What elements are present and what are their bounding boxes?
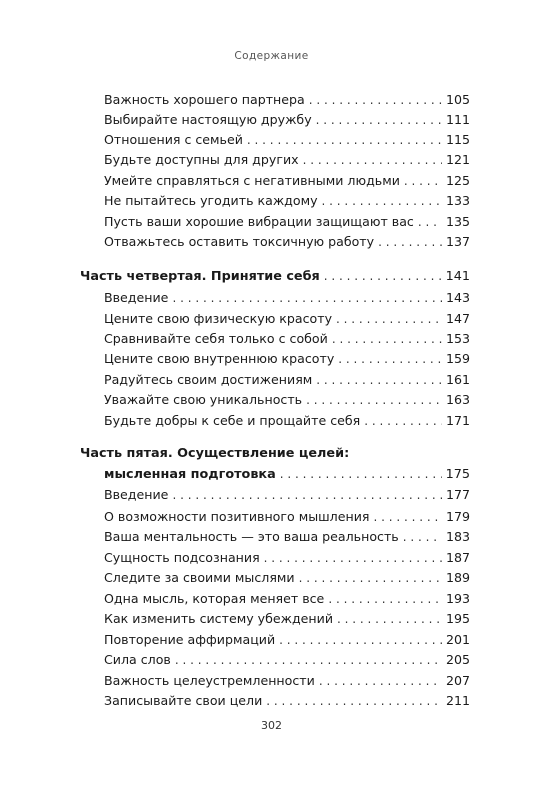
toc-entry-title: Будьте доступны для других — [104, 152, 299, 167]
dot-leader — [280, 464, 442, 484]
toc-part-heading[interactable] — [80, 444, 470, 464]
toc-entry[interactable] — [104, 691, 470, 711]
page-number: 302 — [261, 719, 282, 732]
toc-entry-page: 137 — [445, 234, 470, 249]
dot-leader — [364, 411, 442, 431]
toc-entry[interactable] — [104, 90, 470, 110]
dot-leader — [316, 370, 442, 390]
toc-entry-title: Записывайте свои цели — [104, 693, 263, 708]
toc-entry-page: 171 — [445, 413, 470, 428]
toc-entry-title: Как изменить систему убеждений — [104, 611, 334, 626]
dot-leader — [247, 130, 442, 150]
toc-part-title: Часть пятая. Осуществление целей: — [80, 446, 350, 461]
toc-entry-page: 153 — [445, 331, 470, 346]
toc-entry-page: 163 — [445, 392, 470, 407]
dot-leader — [373, 507, 441, 527]
toc-entry-title: Важность хорошего партнера — [104, 92, 305, 107]
toc-entry-title: Радуйтесь своим достижениям — [104, 372, 313, 387]
dot-leader — [299, 568, 442, 588]
toc-entry-page: 187 — [445, 550, 470, 565]
dot-leader — [319, 671, 442, 691]
toc-entry[interactable] — [104, 507, 470, 527]
toc-entry[interactable] — [104, 370, 470, 390]
toc-part-heading[interactable] — [80, 266, 470, 286]
dot-leader — [418, 212, 442, 232]
toc-entry[interactable] — [104, 150, 470, 170]
toc-entry[interactable] — [104, 329, 470, 349]
toc-entry-page: 207 — [445, 673, 470, 688]
dot-leader — [404, 171, 442, 191]
toc-entry[interactable] — [104, 609, 470, 629]
toc-entry[interactable] — [104, 309, 470, 329]
dot-leader — [378, 232, 442, 252]
toc-entry[interactable] — [104, 110, 470, 130]
toc-entry-page: 193 — [445, 591, 470, 606]
toc-part-page: 141 — [445, 269, 470, 284]
toc-entry-page: 177 — [445, 487, 470, 502]
dot-leader — [336, 309, 442, 329]
toc-entry-page: 147 — [445, 311, 470, 326]
toc-entry[interactable] — [104, 630, 470, 650]
toc-entry[interactable] — [104, 671, 470, 691]
toc-entry[interactable] — [104, 411, 470, 431]
toc-entry-page: 115 — [445, 132, 470, 147]
toc-entry[interactable] — [104, 212, 470, 232]
toc-entry-title: О возможности позитивного мышления — [104, 509, 370, 524]
toc-entry-title: Следите за своими мыслями — [104, 570, 295, 585]
dot-leader — [309, 90, 442, 110]
dot-leader — [175, 650, 442, 670]
dot-leader — [322, 191, 442, 211]
toc-entry-title: Цените свою внутреннюю красоту — [104, 351, 335, 366]
dot-leader — [332, 329, 442, 349]
toc-part-title-line2: мысленная подготовка — [104, 467, 276, 482]
toc-entry-title: Ваша ментальность — это ваша реальность — [104, 529, 399, 544]
toc-entry-page: 125 — [445, 173, 470, 188]
dot-leader — [338, 349, 442, 369]
toc-entry[interactable] — [104, 171, 470, 191]
toc-entry[interactable] — [104, 191, 470, 211]
toc-entry-title: Сравнивайте себя только с собой — [104, 331, 328, 346]
toc-part-heading-continued[interactable] — [104, 464, 470, 484]
toc-part-title: Часть четвертая. Принятие себя — [80, 269, 320, 284]
running-head: Содержание — [234, 50, 309, 62]
toc-entry-page: 211 — [445, 693, 470, 708]
toc-entry-page: 205 — [445, 652, 470, 667]
toc-entry[interactable] — [104, 589, 470, 609]
dot-leader — [306, 390, 442, 410]
toc-entry-title: Введение — [104, 290, 169, 305]
toc-entry-title: Сила слов — [104, 652, 171, 667]
toc-entry-title: Выбирайте настоящую дружбу — [104, 112, 312, 127]
toc-entry-page: 179 — [445, 509, 470, 524]
dot-leader — [172, 288, 442, 308]
toc-entry-page: 195 — [445, 611, 470, 626]
toc-entry[interactable] — [104, 527, 470, 547]
toc-entry-title: Введение — [104, 487, 169, 502]
toc-entry-title: Одна мысль, которая меняет все — [104, 591, 325, 606]
toc-entry[interactable] — [104, 650, 470, 670]
toc-entry-title: Пусть ваши хорошие вибрации защищают вас — [104, 214, 414, 229]
dot-leader — [324, 266, 442, 286]
toc-entry-title: Отношения с семьей — [104, 132, 243, 147]
toc-entry[interactable] — [104, 548, 470, 568]
toc-entry-title: Цените свою физическую красоту — [104, 311, 333, 326]
toc-entry-title: Умейте справляться с негативными людьми — [104, 173, 400, 188]
dot-leader — [279, 630, 442, 650]
toc-entry-title: Сущность подсознания — [104, 550, 260, 565]
dot-leader — [303, 150, 442, 170]
dot-leader — [337, 609, 442, 629]
dot-leader — [328, 589, 442, 609]
toc-entry-page: 201 — [445, 632, 470, 647]
dot-leader — [316, 110, 442, 130]
toc-entry-page: 183 — [445, 529, 470, 544]
toc-entry-title: Важность целеустремленности — [104, 673, 315, 688]
toc-entry-page: 133 — [445, 193, 470, 208]
toc-entry-page: 143 — [445, 290, 470, 305]
toc-entry-title: Не пытайтесь угодить каждому — [104, 193, 318, 208]
toc-entry-title: Уважайте свою уникальность — [104, 392, 303, 407]
toc-entry-page: 189 — [445, 570, 470, 585]
toc-entry[interactable] — [104, 232, 470, 252]
toc-entry-title: Повторение аффирмаций — [104, 632, 276, 647]
dot-leader — [403, 527, 442, 547]
toc-entry-page: 161 — [445, 372, 470, 387]
toc-entry-page: 105 — [445, 92, 470, 107]
toc-entry[interactable] — [104, 130, 470, 150]
dot-leader — [266, 691, 442, 711]
toc-entry-title: Будьте добры к себе и прощайте себя — [104, 413, 361, 428]
toc-entry-page: 111 — [445, 112, 470, 127]
toc-entry-title: Отважьтесь оставить токсичную работу — [104, 234, 375, 249]
toc-entry-page: 121 — [445, 152, 470, 167]
toc-entry-page: 159 — [445, 351, 470, 366]
toc-entry[interactable] — [104, 568, 470, 588]
toc-entry[interactable] — [104, 485, 470, 505]
dot-leader — [172, 485, 442, 505]
toc-entry[interactable] — [104, 349, 470, 369]
toc-entry[interactable] — [104, 288, 470, 308]
toc-part-page: 175 — [445, 467, 470, 482]
toc-entry-page: 135 — [445, 214, 470, 229]
dot-leader — [264, 548, 442, 568]
toc-entry[interactable] — [104, 390, 470, 410]
